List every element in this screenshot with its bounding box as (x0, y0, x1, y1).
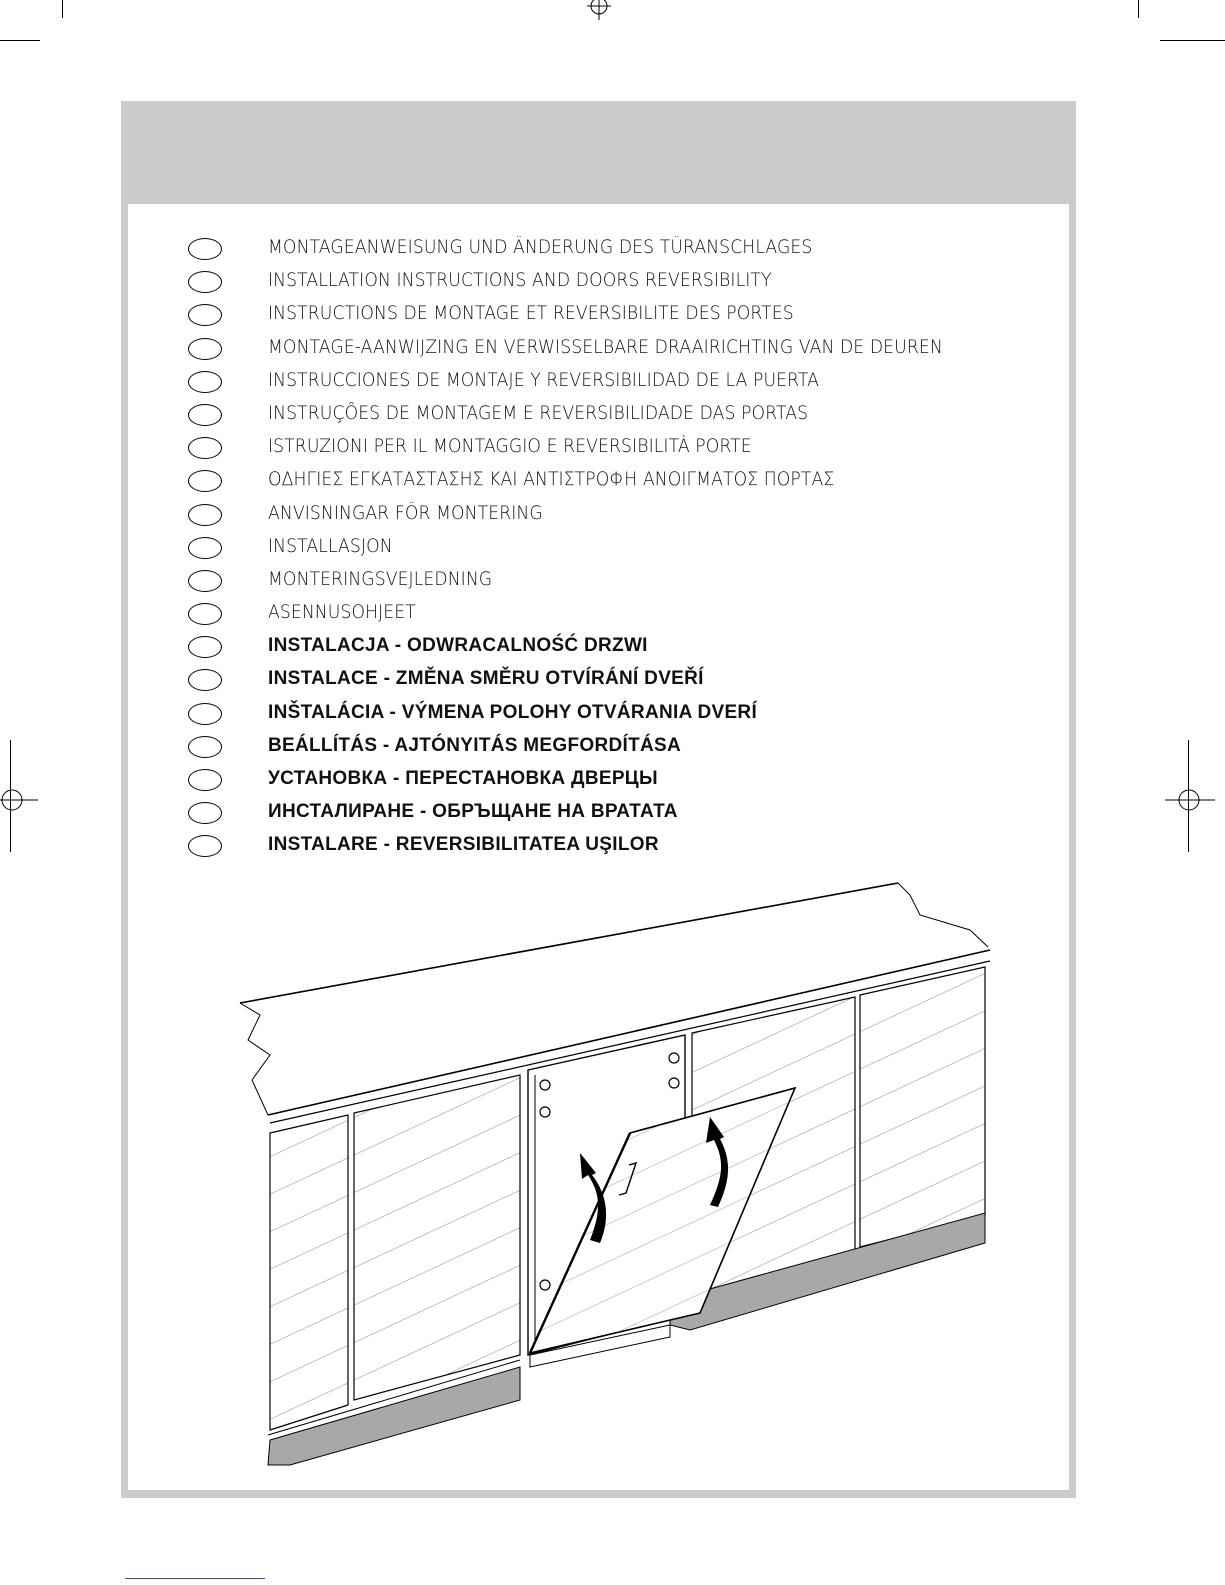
language-row (188, 432, 1048, 465)
language-marker-icon (188, 504, 222, 526)
language-marker-icon (188, 437, 222, 459)
language-title: INSTALACJA - ODWRACALNOŚĆ DRZWI (268, 635, 648, 657)
installation-illustration (230, 875, 1000, 1475)
language-row (188, 299, 1048, 332)
language-row (188, 499, 1048, 532)
registration-mark-top (585, 0, 613, 22)
language-row (188, 266, 1048, 299)
language-title: INSTRUCTIONS DE MONTAGE ET REVERSIBILITE DES PORTES (268, 303, 794, 325)
language-marker-icon (188, 769, 222, 791)
language-title: ИНСТАЛИРАНЕ - ОБРЪЩАНЕ НА ВРАТАТА (268, 801, 678, 823)
language-marker-icon (188, 636, 222, 658)
language-title: INSTALACE - ZMĚNA SMĚRU OTVÍRÁNÍ DVEŘÍ (268, 668, 704, 690)
language-marker-icon (188, 404, 222, 426)
crop-mark (1138, 0, 1139, 18)
language-marker-icon (188, 537, 222, 559)
language-title: ΟΔΗΓΙΕΣ ΕΓΚΑΤΑΣΤΑΣΗΣ ΚΑΙ ΑΝΤΙΣΤΡΟΦΗ ΑΝΟΙΓΜΑΤΟΣ ΠΟΡΤΑΣ (268, 469, 835, 491)
language-row (188, 565, 1048, 598)
registration-mark-left (0, 780, 40, 820)
language-marker-icon (188, 603, 222, 625)
language-title: ISTRUZIONI PER IL MONTAGGIO E REVERSIBILITÀ PORTE (268, 436, 752, 458)
language-title: INŠTALÁCIA - VÝMENA POLOHY OTVÁRANIA DVERÍ (268, 701, 758, 723)
footer-rule (125, 1578, 265, 1579)
language-marker-icon (188, 570, 222, 592)
language-marker-icon (188, 835, 222, 857)
language-title: УСТАНОВКА - ПЕРЕСТАНОВКА ДВЕРЦЫ (268, 768, 658, 789)
crop-mark (1160, 40, 1225, 41)
crop-mark (0, 40, 40, 41)
language-marker-icon (188, 669, 222, 691)
language-row (188, 664, 1048, 697)
language-marker-icon (188, 371, 222, 393)
language-marker-icon (188, 802, 222, 824)
language-row (188, 797, 1048, 830)
crop-mark (62, 0, 63, 18)
language-title: INSTRUÇÔES DE MONTAGEM E REVERSIBILIDADE DAS PORTAS (268, 402, 809, 424)
cabinet-panel (860, 967, 985, 1247)
language-row (188, 399, 1048, 432)
language-title: MONTAGEANWEISUNG UND ÄNDERUNG DES TÜRANSCHLAGES (268, 237, 813, 258)
language-row (188, 698, 1048, 731)
language-marker-icon (188, 271, 222, 293)
language-row (188, 465, 1048, 498)
language-row (188, 764, 1048, 797)
language-marker-icon (188, 304, 222, 326)
language-marker-icon (188, 238, 222, 260)
language-title: INSTALLASJON (268, 535, 393, 557)
language-row (188, 631, 1048, 664)
cabinet-panel (354, 1075, 520, 1400)
language-title-list (188, 233, 1048, 864)
language-row (188, 532, 1048, 565)
language-title: ANVISNINGAR FÖR MONTERING (268, 502, 543, 524)
language-row (188, 233, 1048, 266)
language-marker-icon (188, 736, 222, 758)
language-title: MONTERINGSVEJLEDNING (268, 568, 493, 590)
language-title: MONTAGE-AANWIJZING EN VERWISSELBARE DRAAIRICHTING VAN DE DEUREN (268, 336, 943, 358)
language-title: INSTALLATION INSTRUCTIONS AND DOORS REVERSIBILITY (268, 270, 772, 292)
language-title: INSTALARE - REVERSIBILITATEA UŞILOR (268, 834, 659, 856)
language-row (188, 830, 1048, 863)
language-marker-icon (188, 470, 222, 492)
language-row (188, 333, 1048, 366)
cabinet-panel (270, 1115, 348, 1430)
language-row (188, 366, 1048, 399)
language-marker-icon (188, 703, 222, 725)
language-title: BEÁLLÍTÁS - AJTÓNYITÁS MEGFORDÍTÁSA (268, 734, 682, 756)
language-row (188, 731, 1048, 764)
language-marker-icon (188, 338, 222, 360)
language-title: INSTRUCCIONES DE MONTAJE Y REVERSIBILIDAD DE LA PUERTA (268, 369, 820, 391)
language-title: ASENNUSOHJEET (268, 602, 416, 624)
registration-mark-right (1165, 780, 1215, 820)
language-row (188, 598, 1048, 631)
